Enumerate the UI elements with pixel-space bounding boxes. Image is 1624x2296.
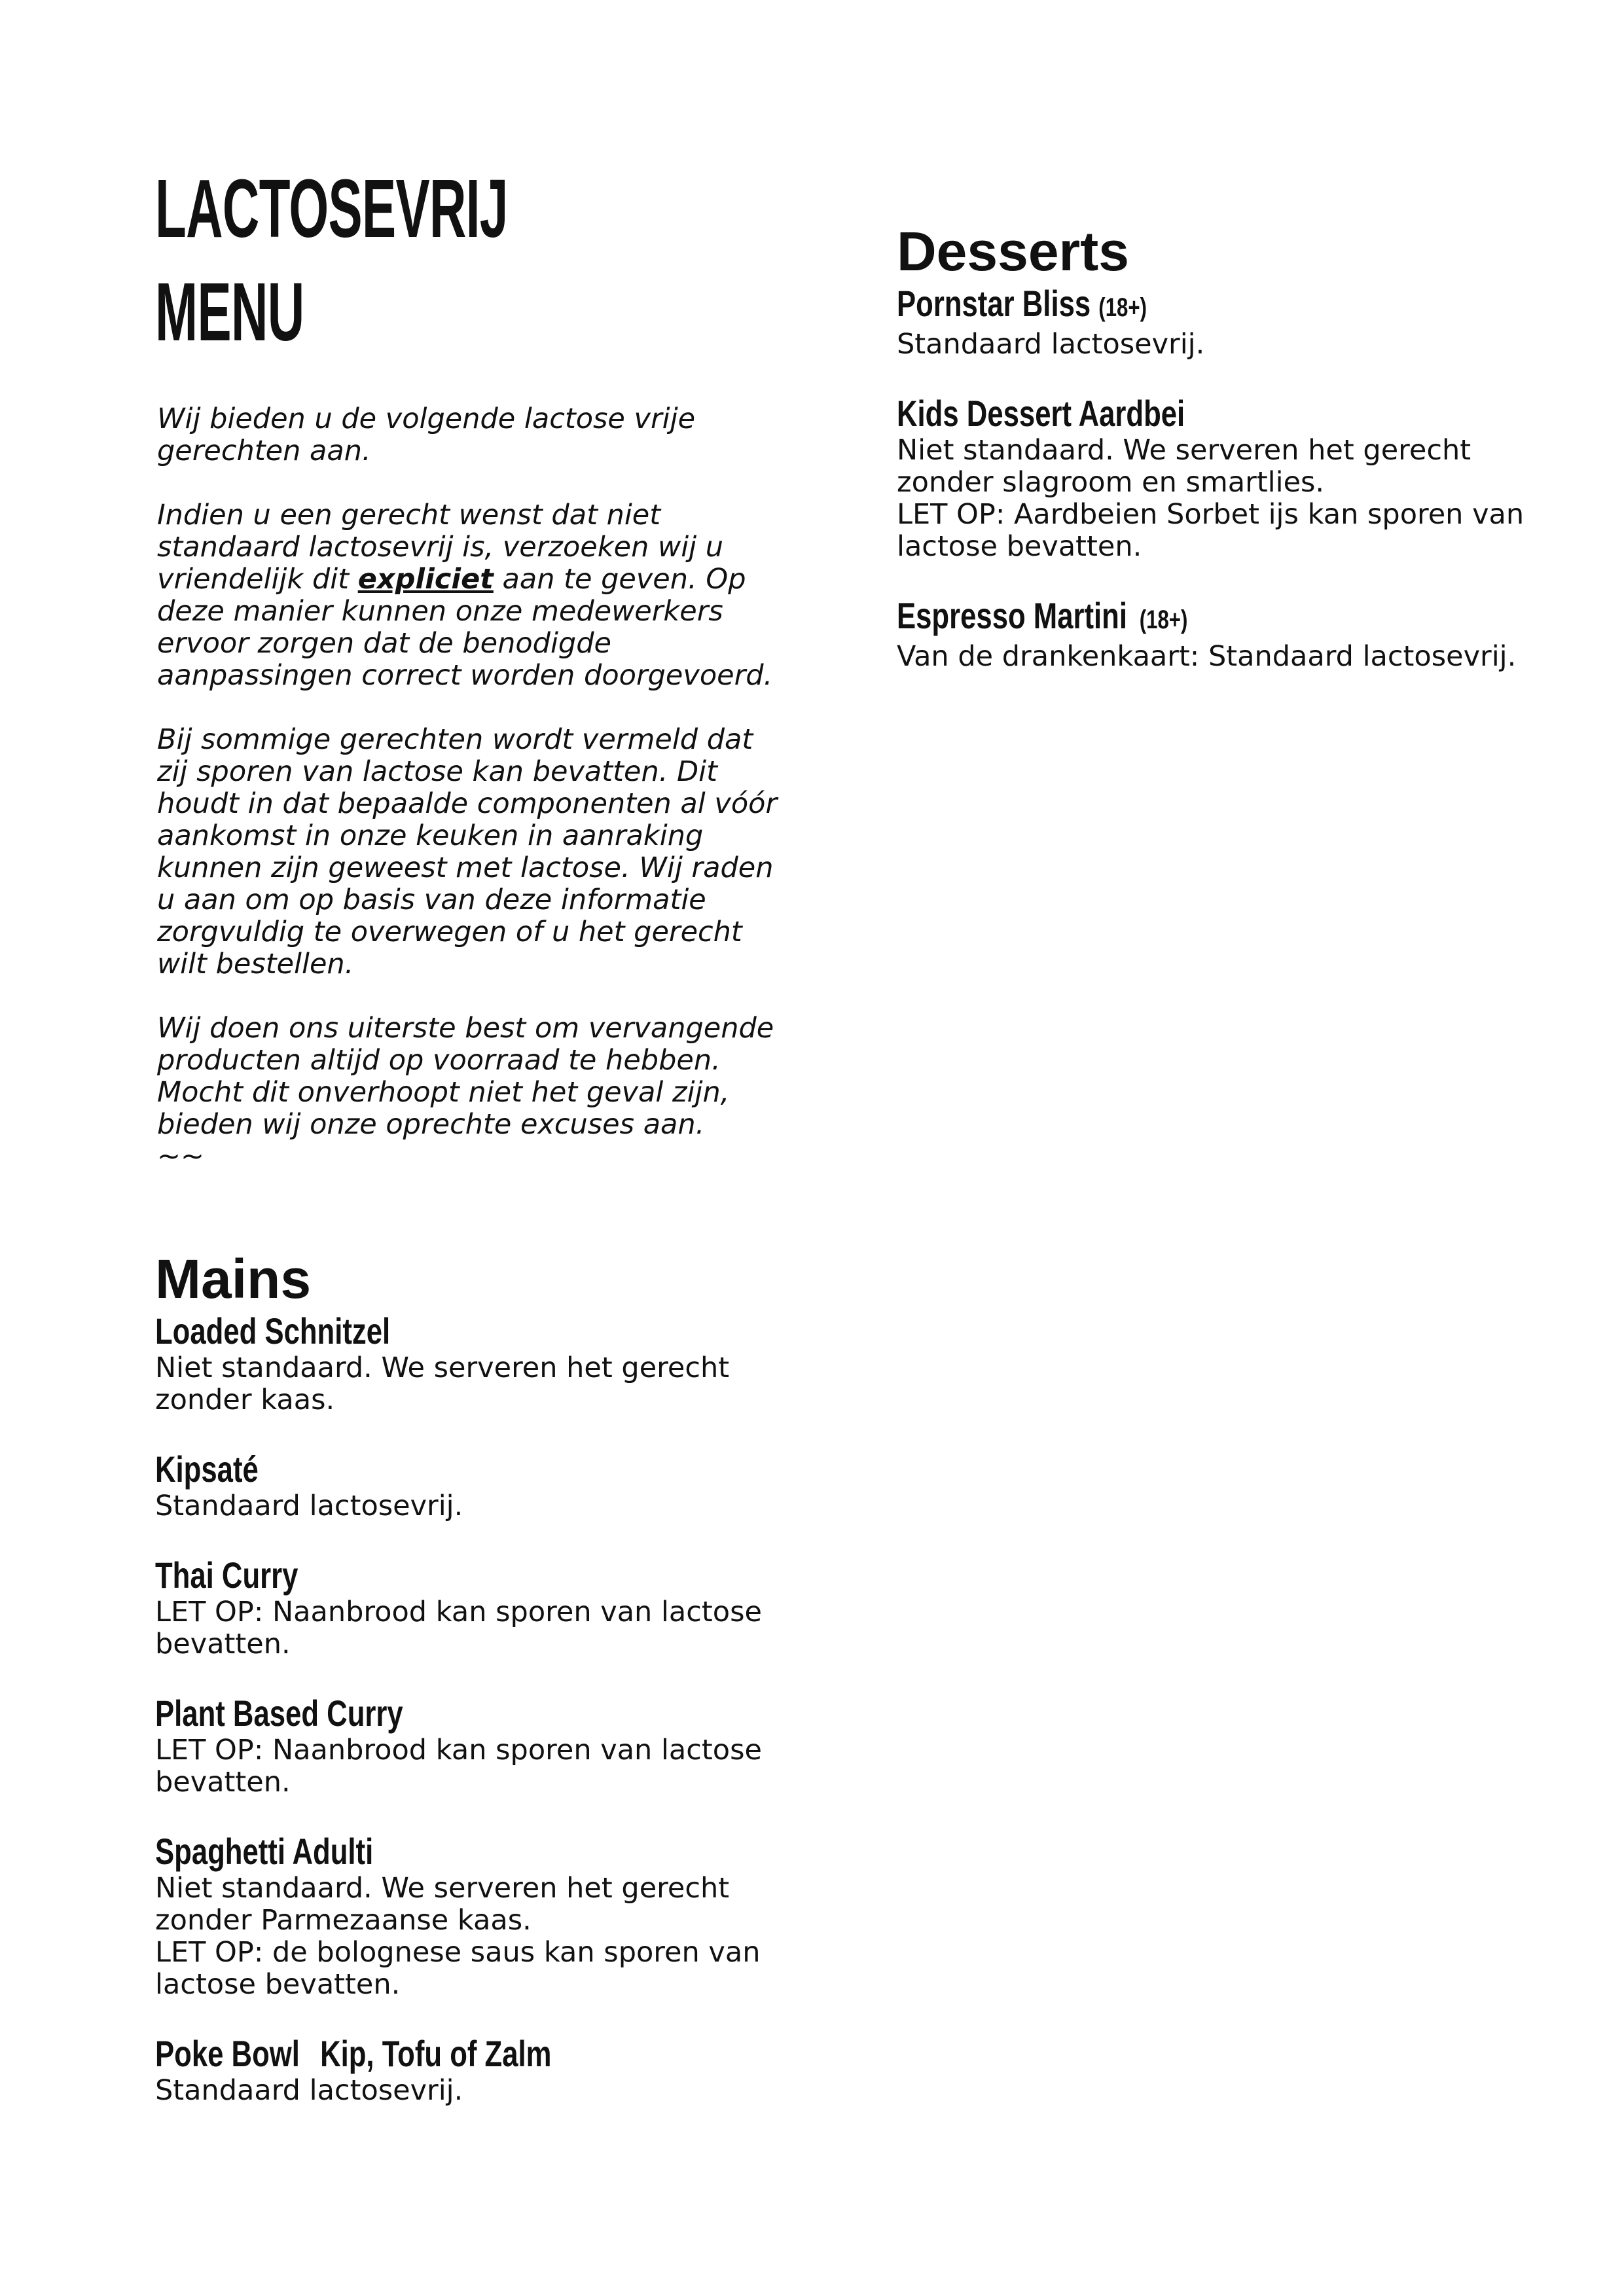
- intro-paragraph-4: Wij doen ons uiterste best om vervangende producten altijd op voorraad te hebben. Mocht dit onverhoopt niet het geval zijn, bieden wij onze oprechte excuses aan.: [157, 1012, 774, 1141]
- menu-item: [155, 1693, 797, 1799]
- menu-item-name: [897, 595, 1187, 641]
- menu-item: [155, 1831, 797, 2001]
- mains-section: [155, 1247, 797, 2139]
- menu-item-name: Spaghetti Adulti: [155, 1831, 374, 1872]
- menu-item-description: Niet standaard. We serveren het gerecht zonder Parmezaanse kaas.: [155, 1872, 730, 1937]
- menu-item-name: Kids Dessert Aardbei: [897, 393, 1185, 434]
- intro-paragraph-2-start: Indien u een gerecht wenst dat niet standaard lactosevrij is, verzoeken wij u vriendelijk dit: [157, 499, 724, 596]
- title-line-1: LACTOSEVRIJ: [155, 162, 508, 255]
- menu-item-warning: LET OP: Aardbeien Sorbet ijs kan sporen van lactose bevatten.: [897, 498, 1525, 563]
- intro-paragraph-2: [157, 499, 785, 692]
- menu-item: [155, 2033, 797, 2107]
- menu-item-name: [897, 283, 1147, 329]
- menu-item-description: LET OP: Naanbrood kan sporen van lactose bevatten.: [155, 1734, 762, 1799]
- desserts-heading: Desserts: [897, 221, 1129, 282]
- age-restriction-badge: (18+): [1098, 293, 1147, 322]
- intro-paragraph-1: Wij bieden u de volgende lactose vrije gerechten aan.: [157, 403, 696, 467]
- menu-item: [897, 393, 1525, 563]
- desserts-section: [897, 220, 1525, 705]
- menu-item-name: Kipsaté: [155, 1448, 259, 1490]
- intro-emphasis: expliciet: [357, 563, 494, 596]
- menu-item-name: [155, 2033, 552, 2075]
- intro-paragraph-2-end: aan te geven. Op deze manier kunnen onze medewerkers ervoor zorgen dat de benodigde aanpassingen correct worden doorgevoerd.: [157, 563, 773, 692]
- menu-item-description: Standaard lactosevrij.: [155, 2074, 463, 2107]
- menu-item-description: Van de drankenkaart: Standaard lactosevrij.: [897, 640, 1517, 673]
- menu-item-name: Plant Based Curry: [155, 1693, 403, 1734]
- menu-item: [897, 283, 1525, 361]
- mains-heading: Mains: [155, 1248, 312, 1310]
- menu-item-name-main: Pornstar Bliss: [897, 283, 1091, 324]
- menu-item-name-main: Poke Bowl: [155, 2033, 300, 2074]
- menu-item-description: Niet standaard. We serveren het gerecht zonder kaas.: [155, 1352, 730, 1416]
- age-restriction-badge: (18+): [1139, 605, 1188, 634]
- intro-paragraph-3: Bij sommige gerechten wordt vermeld dat zij sporen van lactose kan bevatten. Dit houdt in dat bepaalde componenten al vóór aankomst in onze keuken in aanraking kunnen zijn geweest met lactose. Wij raden u aan om op basis van deze informatie zorgvuldig te overwegen of u het gerecht wilt bestellen.: [157, 723, 778, 980]
- intro-text: [157, 403, 785, 1173]
- menu-item-name: Thai Curry: [155, 1554, 298, 1596]
- menu-item-name: Loaded Schnitzel: [155, 1310, 391, 1352]
- menu-item-name-main: Espresso Martini: [897, 595, 1127, 636]
- menu-item-description: LET OP: Naanbrood kan sporen van lactose bevatten.: [155, 1596, 762, 1660]
- menu-item: [155, 1554, 797, 1660]
- menu-item: [155, 1310, 797, 1416]
- menu-item-warning: LET OP: de bolognese saus kan sporen van lactose bevatten.: [155, 1936, 761, 2001]
- menu-item-description: Standaard lactosevrij.: [155, 1490, 463, 1522]
- menu-item-description: Standaard lactosevrij.: [897, 328, 1205, 361]
- title-line-2: MENU: [155, 266, 304, 358]
- menu-item-variant: Kip, Tofu of Zalm: [320, 2033, 552, 2074]
- menu-item: [897, 595, 1525, 673]
- menu-item: [155, 1448, 797, 1522]
- intro-separator: ~~: [157, 1140, 205, 1173]
- menu-item-description: Niet standaard. We serveren het gerecht zonder slagroom en smartlies.: [897, 434, 1471, 499]
- page-title: [155, 157, 508, 364]
